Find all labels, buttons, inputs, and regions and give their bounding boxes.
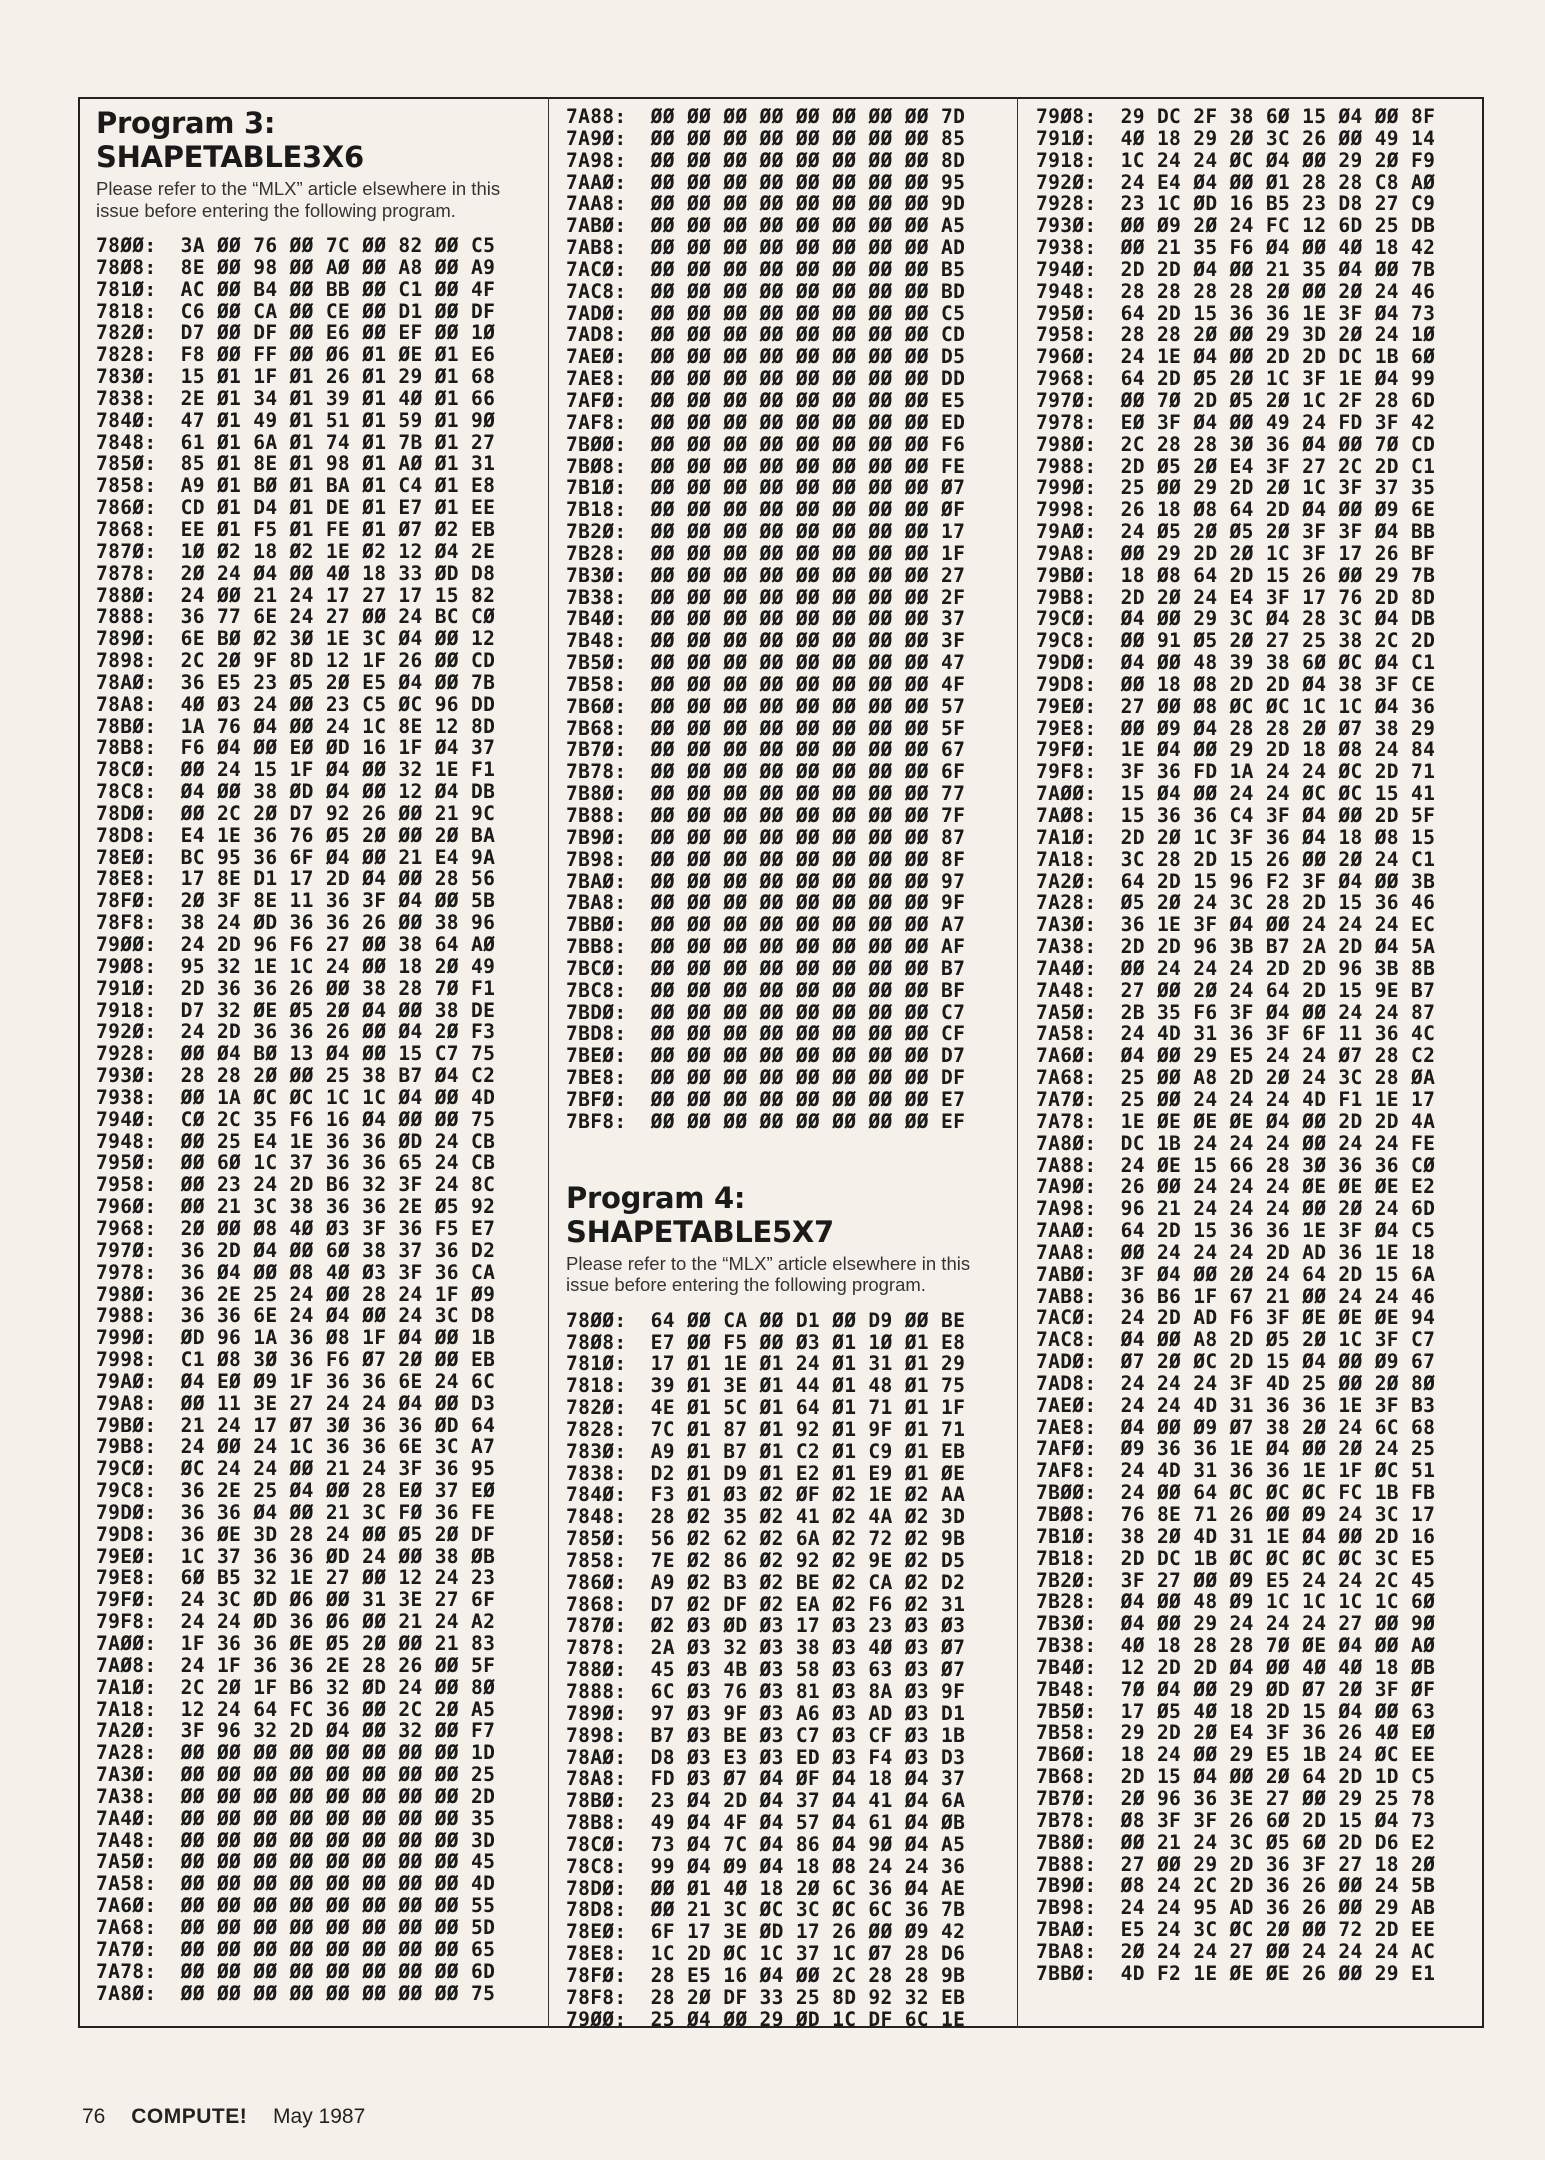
listing-row: 7978: 36 Ø4 ØØ Ø8 4Ø Ø3 3F 36 CA [96,1260,496,1284]
listing-row: 78EØ: BC 95 36 6F Ø4 ØØ 21 E4 9A [96,845,496,869]
listing-row: 79D8: 36 ØE 3D 28 24 ØØ Ø5 2Ø DF [96,1522,496,1546]
listing-row: 7B6Ø: ØØ ØØ ØØ ØØ ØØ ØØ ØØ ØØ 57 [566,694,966,718]
listing-row: 7818: 39 Ø1 3E Ø1 44 Ø1 48 Ø1 75 [566,1374,966,1398]
listing-row: 789Ø: 97 Ø3 9F Ø3 A6 Ø3 AD Ø3 D1 [566,1701,966,1725]
listing-row: 799Ø: 25 ØØ 29 2D 2Ø 1C 3F 37 35 [1036,476,1436,500]
listing-row: 79C8: ØØ 91 Ø5 2Ø 27 25 38 2C 2D [1036,629,1436,653]
listing-row: 78C8: Ø4 ØØ 38 ØD Ø4 ØØ 12 Ø4 DB [96,780,496,804]
listing-row: 781Ø: AC ØØ B4 ØØ BB ØØ C1 ØØ 4F [96,277,496,301]
listing-row: 796Ø: 24 1E Ø4 ØØ 2D 2D DC 1B 6Ø [1036,345,1436,369]
listing-row: 79EØ: 27 ØØ Ø8 ØC ØC 1C 1C Ø4 36 [1036,694,1436,718]
listing-row: 7978: EØ 3F Ø4 ØØ 49 24 FD 3F 42 [1036,410,1436,434]
listing-row: 78B8: 49 Ø4 4F Ø4 57 Ø4 61 Ø4 ØB [566,1811,966,1835]
listing-row: 7AØØ: 15 Ø4 ØØ 24 24 ØC ØC 15 41 [1036,782,1436,806]
listing-row: 793Ø: 28 28 2Ø ØØ 25 38 B7 Ø4 C2 [96,1064,496,1088]
listing-row: 796Ø: ØØ 21 3C 38 36 36 2E Ø5 92 [96,1195,496,1219]
listing-row: 7A6Ø: Ø4 ØØ 29 E5 24 24 Ø7 28 C2 [1036,1044,1436,1068]
listing-row: 7A9Ø: 26 ØØ 24 24 24 ØE ØE ØE E2 [1036,1175,1436,1199]
listing-row: 7BØ8: 76 8E 71 26 ØØ Ø9 24 3C 17 [1036,1503,1436,1526]
listing-row: 7A18: 12 24 64 FC 36 ØØ 2C 2Ø A5 [96,1697,496,1721]
listing-row: 7ABØ: ØØ ØØ ØØ ØØ ØØ ØØ ØØ ØØ A5 [566,214,966,238]
listing-row: 792Ø: 24 E4 Ø4 ØØ Ø1 28 28 C8 AØ [1036,170,1436,194]
listing-row: 79ØØ: 24 2D 96 F6 27 ØØ 38 64 AØ [96,933,496,956]
listing-row: 7B88: ØØ ØØ ØØ ØØ ØØ ØØ ØØ ØØ 7F [566,804,966,827]
listing-row: 7938: ØØ 21 35 F6 Ø4 ØØ 4Ø 18 42 [1036,236,1436,260]
listing-row: 79FØ: 1E Ø4 ØØ 29 2D 18 Ø8 24 84 [1036,738,1436,762]
listing-row: 7A18: 3C 28 2D 15 26 ØØ 2Ø 24 C1 [1036,847,1436,871]
listing-row: 7A98: ØØ ØØ ØØ ØØ ØØ ØØ ØØ ØØ 8D [566,148,966,172]
listing-row: 788Ø: 45 Ø3 4B Ø3 58 Ø3 63 Ø3 Ø7 [566,1658,966,1682]
listing-row: 7918: D7 32 ØE Ø5 2Ø Ø4 ØØ 38 DE [96,998,496,1022]
listing-row: 7858: 7E Ø2 86 Ø2 92 Ø2 9E Ø2 D5 [566,1548,966,1572]
listing-row: 7A58: 24 4D 31 36 3F 6F 11 36 4C [1036,1022,1436,1046]
listing-row: 7BC8: ØØ ØØ ØØ ØØ ØØ ØØ ØØ ØØ BF [566,978,966,1002]
listing-row: 7ADØ: Ø7 2Ø ØC 2D 15 Ø4 ØØ Ø9 67 [1036,1350,1436,1374]
listing-row: 7B4Ø: ØØ ØØ ØØ ØØ ØØ ØØ ØØ ØØ 37 [566,607,966,631]
listing-row: 7898: 2C 2Ø 9F 8D 12 1F 26 ØØ CD [96,649,496,673]
listing-row: 7AFØ: ØØ ØØ ØØ ØØ ØØ ØØ ØØ ØØ E5 [566,388,966,412]
listing-row: 7968: 64 2D Ø5 2Ø 1C 3F 1E Ø4 99 [1036,367,1436,391]
listing-row: 78F8: 28 2Ø DF 33 25 8D 92 32 EB [566,1985,966,2009]
listing-row: 7B98: 24 24 95 AD 36 26 ØØ 29 AB [1036,1896,1436,1920]
listing-row: 7B48: ØØ ØØ ØØ ØØ ØØ ØØ ØØ ØØ 3F [566,629,966,653]
listing-row: 783Ø: A9 Ø1 B7 Ø1 C2 Ø1 C9 Ø1 EB [566,1439,966,1463]
program-4-title: Program 4: SHAPETABLE5X7 [566,1180,834,1249]
listing-row: 7A9Ø: ØØ ØØ ØØ ØØ ØØ ØØ ØØ ØØ 85 [566,126,966,150]
listing-row: 79F8: 3F 36 FD 1A 24 24 ØC 2D 71 [1036,760,1436,784]
page-footer [82,2105,365,2129]
listing-row: 7A58: ØØ ØØ ØØ ØØ ØØ ØØ ØØ ØØ 4D [96,1872,496,1896]
listing-row: 782Ø: D7 ØØ DF ØØ E6 ØØ EF ØØ 1Ø [96,321,496,345]
listing-row: 7928: ØØ Ø4 BØ 13 Ø4 ØØ 15 C7 75 [96,1042,496,1066]
listing-row: 7BBØ: ØØ ØØ ØØ ØØ ØØ ØØ ØØ ØØ A7 [566,913,966,937]
listing-row: 7AD8: ØØ ØØ ØØ ØØ ØØ ØØ ØØ ØØ CD [566,323,966,347]
listing-row: 7848: 61 Ø1 6A Ø1 74 Ø1 7B Ø1 27 [96,430,496,454]
listing-row: 79Ø8: 95 32 1E 1C 24 ØØ 18 2Ø 49 [96,954,496,978]
program-4-description: Please refer to the “MLX” article elsewhere in this issue before entering the following program. [566,1252,971,1296]
listing-row: 7AB8: ØØ ØØ ØØ ØØ ØØ ØØ ØØ ØØ AD [566,236,966,260]
listing-row: 7B58: ØØ ØØ ØØ ØØ ØØ ØØ ØØ ØØ 4F [566,672,966,696]
listing-row: 7888: 36 77 6E 24 27 ØØ 24 BC CØ [96,605,496,629]
listing-row: 7B18: 2D DC 1B ØC ØC ØC ØC 3C E5 [1036,1546,1436,1570]
listing-row: 794Ø: CØ 2C 35 F6 16 Ø4 ØØ ØØ 75 [96,1107,496,1131]
listing-row: 793Ø: ØØ Ø9 2Ø 24 FC 12 6D 25 DB [1036,214,1436,238]
listing-row: 7B1Ø: 38 2Ø 4D 31 1E Ø4 ØØ 2D 16 [1036,1524,1436,1548]
listing-row: 7B88: 27 ØØ 29 2D 36 3F 27 18 2Ø [1036,1852,1436,1876]
listing-row: 7B38: 4Ø 18 28 28 7Ø ØE Ø4 ØØ AØ [1036,1634,1436,1658]
listing-row: 7ABØ: 3F Ø4 ØØ 2Ø 24 64 2D 15 6A [1036,1262,1436,1286]
listing-row: 7BA8: ØØ ØØ ØØ ØØ ØØ ØØ ØØ ØØ 9F [566,891,966,915]
listing-row: 7A2Ø: 3F 96 32 2D Ø4 ØØ 32 ØØ F7 [96,1719,496,1743]
listing-row: 7BFØ: ØØ ØØ ØØ ØØ ØØ ØØ ØØ ØØ E7 [566,1087,966,1111]
listing-row: 7A78: 1E ØE ØE ØE Ø4 ØØ 2D 2D 4A [1036,1109,1436,1133]
listing-row: 7A4Ø: ØØ ØØ ØØ ØØ ØØ ØØ ØØ ØØ 35 [96,1806,496,1830]
listing-row: 7868: EE Ø1 F5 Ø1 FE Ø1 Ø7 Ø2 EB [96,517,496,541]
listing-row: 797Ø: 36 2D Ø4 ØØ 6Ø 38 37 36 D2 [96,1238,496,1262]
listing-row: 7AA8: ØØ 24 24 24 2D AD 36 1E 18 [1036,1240,1436,1264]
listing-row: 7A68: 25 ØØ A8 2D 2Ø 24 3C 28 ØA [1036,1066,1436,1090]
column-2 [566,106,996,2031]
listing-row: 79Ø8: 29 DC 2F 38 6Ø 15 Ø4 ØØ 8F [1036,105,1436,128]
listing-row: 7BØ8: ØØ ØØ ØØ ØØ ØØ ØØ ØØ ØØ FE [566,454,966,478]
listing-row: 7B7Ø: 2Ø 96 36 3E 27 ØØ 29 25 78 [1036,1786,1436,1810]
listing-row: 799Ø: ØD 96 1A 36 Ø8 1F Ø4 ØØ 1B [96,1326,496,1350]
listing-row: 7A1Ø: 2D 2Ø 1C 3F 36 Ø4 18 Ø8 15 [1036,825,1436,849]
listing-row: 7B5Ø: 17 Ø5 4Ø 18 2D 15 Ø4 ØØ 63 [1036,1699,1436,1723]
listing-row: 7B98: ØØ ØØ ØØ ØØ ØØ ØØ ØØ ØØ 8F [566,847,966,871]
listing-row: 7928: 23 1C ØD 16 B5 23 D8 27 C9 [1036,192,1436,216]
listing-row: 7838: 2E Ø1 34 Ø1 39 Ø1 4Ø Ø1 66 [96,386,496,410]
listing-row: 7BF8: ØØ ØØ ØØ ØØ ØØ ØØ ØØ ØØ EF [566,1109,966,1133]
listing-row: 78FØ: 2Ø 3F 8E 11 36 3F Ø4 ØØ 5B [96,889,496,913]
issue-date: May 1987 [273,2105,366,2128]
program-4-listing-part-2 [1036,106,1466,1985]
listing-row: 78EØ: 6F 17 3E ØD 17 26 ØØ Ø9 42 [566,1920,966,1944]
listing-row: 7958: ØØ 23 24 2D B6 32 3F 24 8C [96,1173,496,1197]
listing-row: 7B7Ø: ØØ ØØ ØØ ØØ ØØ ØØ ØØ ØØ 67 [566,738,966,762]
program-3-listing-part-1 [96,235,526,2004]
listing-row: 783Ø: 15 Ø1 1F Ø1 26 Ø1 29 Ø1 68 [96,365,496,389]
listing-row: 78B8: F6 Ø4 ØØ EØ ØD 16 1F Ø4 37 [96,736,496,760]
listing-row: 7AC8: ØØ ØØ ØØ ØØ ØØ ØØ ØØ ØØ BD [566,279,966,303]
listing-row: 7B78: Ø8 3F 3F 26 6Ø 2D 15 Ø4 73 [1036,1808,1436,1832]
listing-row: 7848: 28 Ø2 35 Ø2 41 Ø2 4A Ø2 3D [566,1505,966,1529]
listing-row: 785Ø: 85 Ø1 8E Ø1 98 Ø1 AØ Ø1 31 [96,452,496,476]
listing-row: 7BØØ: 24 ØØ 64 ØC ØC ØC FC 1B FB [1036,1481,1436,1505]
listing-row: 7A8Ø: DC 1B 24 24 24 ØØ 24 24 FE [1036,1131,1436,1155]
listing-row: 78E8: 17 8E D1 17 2D Ø4 ØØ 28 56 [96,867,496,891]
program-3-listing-part-2 [566,106,996,1133]
listing-row: 7A3Ø: 36 1E 3F Ø4 ØØ 24 24 24 EC [1036,913,1436,937]
listing-row: 79AØ: 24 Ø5 2Ø Ø5 2Ø 3F 3F Ø4 BB [1036,520,1436,544]
listing-row: 7BB8: ØØ ØØ ØØ ØØ ØØ ØØ ØØ ØØ AF [566,935,966,959]
listing-row: 788Ø: 24 ØØ 21 24 17 27 17 15 82 [96,583,496,607]
listing-row: 7B18: ØØ ØØ ØØ ØØ ØØ ØØ ØØ ØØ ØF [566,498,966,522]
listing-row: 789Ø: 6E BØ Ø2 3Ø 1E 3C Ø4 ØØ 12 [96,627,496,651]
listing-row: 7A48: ØØ ØØ ØØ ØØ ØØ ØØ ØØ ØØ 3D [96,1828,496,1852]
listing-row: 7A38: ØØ ØØ ØØ ØØ ØØ ØØ ØØ ØØ 2D [96,1784,496,1808]
listing-row: 7B68: ØØ ØØ ØØ ØØ ØØ ØØ ØØ ØØ 5F [566,716,966,740]
listing-row: 7B58: 29 2D 2Ø E4 3F 36 26 4Ø EØ [1036,1721,1436,1745]
listing-row: 7BA8: 2Ø 24 24 27 ØØ 24 24 24 AC [1036,1939,1436,1963]
listing-row: 78ØØ: 64 ØØ CA ØØ D1 ØØ D9 ØØ BE [566,1308,966,1332]
listing-row: 79A8: ØØ 29 2D 2Ø 1C 3F 17 26 BF [1036,541,1436,565]
listing-row: 7B3Ø: ØØ ØØ ØØ ØØ ØØ ØØ ØØ ØØ 27 [566,563,966,587]
listing-row: 79DØ: Ø4 ØØ 48 39 38 6Ø ØC Ø4 C1 [1036,651,1436,675]
listing-row: 79DØ: 36 36 Ø4 ØØ 21 3C FØ 36 FE [96,1500,496,1524]
listing-row: 795Ø: 64 2D 15 36 36 1E 3F Ø4 73 [1036,301,1436,325]
section-gap [566,1133,996,1181]
listing-row: 7A7Ø: ØØ ØØ ØØ ØØ ØØ ØØ ØØ ØØ 65 [96,1937,496,1961]
program-3-title: Program 3: SHAPETABLE3X6 [96,106,364,174]
listing-row: 7A6Ø: ØØ ØØ ØØ ØØ ØØ ØØ ØØ ØØ 55 [96,1894,496,1918]
listing-row: 79CØ: Ø4 ØØ 29 3C Ø4 28 3C Ø4 DB [1036,607,1436,631]
listing-row: 7888: 6C Ø3 76 Ø3 81 Ø3 8A Ø3 9F [566,1680,966,1703]
column-divider [548,97,549,2028]
listing-row: 78CØ: ØØ 24 15 1F Ø4 ØØ 32 1E F1 [96,758,496,782]
listing-row: 7A78: ØØ ØØ ØØ ØØ ØØ ØØ ØØ ØØ 6D [96,1959,496,1983]
listing-row: 7AA8: ØØ ØØ ØØ ØØ ØØ ØØ ØØ ØØ 9D [566,192,966,216]
listing-row: 78AØ: 36 E5 23 Ø5 2Ø E5 Ø4 ØØ 7B [96,670,496,694]
listing-row: 7BBØ: 4D F2 1E ØE ØE 26 ØØ 29 E1 [1036,1961,1436,1985]
listing-row: 781Ø: 17 Ø1 1E Ø1 24 Ø1 31 Ø1 29 [566,1352,966,1376]
column-divider [1017,97,1018,2028]
listing-row: 7988: 2D Ø5 2Ø E4 3F 27 2C 2D C1 [1036,454,1436,478]
listing-row: 7B6Ø: 18 24 ØØ 29 E5 1B 24 ØC EE [1036,1743,1436,1767]
listing-row: 79B8: 24 ØØ 24 1C 36 36 6E 3C A7 [96,1435,496,1459]
listing-row: 7998: 26 18 Ø8 64 2D Ø4 ØØ Ø9 6E [1036,498,1436,522]
listing-row: 7A5Ø: 2B 35 F6 3F Ø4 ØØ 24 24 87 [1036,1000,1436,1024]
listing-row: 79C8: 36 2E 25 Ø4 ØØ 28 EØ 37 EØ [96,1479,496,1503]
listing-row: 7858: A9 Ø1 BØ Ø1 BA Ø1 C4 Ø1 E8 [96,474,496,498]
listing-row: 7A8Ø: ØØ ØØ ØØ ØØ ØØ ØØ ØØ ØØ 75 [96,1981,496,2005]
listing-row: 78F8: 38 24 ØD 36 36 26 ØØ 38 96 [96,911,496,935]
listing-row: 78A8: FD Ø3 Ø7 Ø4 ØF Ø4 18 Ø4 37 [566,1767,966,1791]
listing-row: 78CØ: 73 Ø4 7C Ø4 86 Ø4 9Ø Ø4 A5 [566,1832,966,1856]
listing-row: 78BØ: 1A 76 Ø4 ØØ 24 1C 8E 12 8D [96,714,496,738]
listing-row: 784Ø: 47 Ø1 49 Ø1 51 Ø1 59 Ø1 9Ø [96,408,496,432]
listing-row: 7A7Ø: 25 ØØ 24 24 24 4D F1 1E 17 [1036,1087,1436,1111]
listing-row: 7AFØ: Ø9 36 36 1E Ø4 ØØ 2Ø 24 25 [1036,1437,1436,1461]
listing-row: 7A4Ø: ØØ 24 24 24 2D 2D 96 3B 8B [1036,956,1436,980]
listing-row: 7B4Ø: 12 2D 2D Ø4 ØØ 4Ø 4Ø 18 ØB [1036,1655,1436,1679]
listing-row: 79ØØ: 25 Ø4 ØØ 29 ØD 1C DF 6C 1E [566,2007,966,2031]
listing-row: 79E8: 6Ø B5 32 1E 27 ØØ 12 24 23 [96,1566,496,1590]
listing-row: 78E8: 1C 2D ØC 1C 37 1C Ø7 28 D6 [566,1942,966,1966]
listing-row: 79E8: ØØ Ø9 Ø4 28 28 2Ø Ø7 38 29 [1036,716,1436,740]
program-3-description: Please refer to the “MLX” article elsewhere in this issue before entering the following program. [96,178,501,221]
listing-row: 7A28: ØØ ØØ ØØ ØØ ØØ ØØ ØØ ØØ 1D [96,1741,496,1765]
listing-row: 7B68: 2D 15 Ø4 ØØ 2Ø 64 2D 1D C5 [1036,1765,1436,1789]
magazine-name: COMPUTE! [131,2105,248,2128]
listing-row: 78Ø8: 8E ØØ 98 ØØ AØ ØØ A8 ØØ A9 [96,255,496,279]
listing-row: 784Ø: F3 Ø1 Ø3 Ø2 ØF Ø2 1E Ø2 AA [566,1483,966,1507]
listing-row: 794Ø: 2D 2D Ø4 ØØ 21 35 Ø4 ØØ 7B [1036,257,1436,281]
listing-row: 78ØØ: 3A ØØ 76 ØØ 7C ØØ 82 ØØ C5 [96,234,496,257]
listing-row: 7AAØ: ØØ ØØ ØØ ØØ ØØ ØØ ØØ ØØ 95 [566,170,966,194]
listing-row: 7B28: ØØ ØØ ØØ ØØ ØØ ØØ ØØ ØØ 1F [566,541,966,565]
listing-row: 7AØ8: 15 36 36 C4 3F Ø4 ØØ 2D 5F [1036,804,1436,827]
listing-row: 7BEØ: ØØ ØØ ØØ ØØ ØØ ØØ ØØ ØØ D7 [566,1044,966,1068]
listing-row: 7A88: 24 ØE 15 66 28 3Ø 36 36 CØ [1036,1153,1436,1177]
listing-row: 7B38: ØØ ØØ ØØ ØØ ØØ ØØ ØØ ØØ 2F [566,585,966,609]
listing-row: 78BØ: 23 Ø4 2D Ø4 37 Ø4 41 Ø4 6A [566,1789,966,1813]
listing-row: 7AB8: 36 B6 1F 67 21 ØØ 24 24 46 [1036,1284,1436,1308]
listing-row: 7B28: Ø4 ØØ 48 Ø9 1C 1C 1C 1C 6Ø [1036,1590,1436,1614]
listing-row: 7AAØ: 64 2D 15 36 36 1E 3F Ø4 C5 [1036,1219,1436,1243]
listing-row: 7A98: 96 21 24 24 24 ØØ 2Ø 24 6D [1036,1197,1436,1221]
listing-row: 79BØ: 18 Ø8 64 2D 15 26 ØØ 29 7B [1036,563,1436,587]
listing-row: 7AE8: Ø4 ØØ Ø9 Ø7 38 2Ø 24 6C 68 [1036,1415,1436,1439]
listing-row: 786Ø: CD Ø1 D4 Ø1 DE Ø1 E7 Ø1 EE [96,496,496,520]
listing-row: 7B8Ø: ØØ 21 24 3C Ø5 6Ø 2D D6 E2 [1036,1830,1436,1854]
listing-row: 7BØØ: ØØ ØØ ØØ ØØ ØØ ØØ ØØ ØØ F6 [566,432,966,456]
listing-row: 7878: 2A Ø3 32 Ø3 38 Ø3 4Ø Ø3 Ø7 [566,1636,966,1660]
listing-row: 7818: C6 ØØ CA ØØ CE ØØ D1 ØØ DF [96,299,496,323]
listing-row: 797Ø: ØØ 7Ø 2D Ø5 2Ø 1C 2F 28 6D [1036,388,1436,412]
listing-row: 79BØ: 21 24 17 Ø7 3Ø 36 36 ØD 64 [96,1413,496,1437]
listing-row: 7ACØ: ØØ ØØ ØØ ØØ ØØ ØØ ØØ ØØ B5 [566,257,966,281]
listing-row: 7ACØ: 24 2D AD F6 3F ØE ØE ØE 94 [1036,1306,1436,1330]
listing-row: 795Ø: ØØ 6Ø 1C 37 36 36 65 24 CB [96,1151,496,1175]
listing-row: 7ADØ: ØØ ØØ ØØ ØØ ØØ ØØ ØØ ØØ C5 [566,301,966,325]
listing-row: 798Ø: 36 2E 25 24 ØØ 28 24 1F Ø9 [96,1282,496,1306]
listing-row: 7AE8: ØØ ØØ ØØ ØØ ØØ ØØ ØØ ØØ DD [566,367,966,391]
listing-row: 792Ø: 24 2D 36 36 26 ØØ Ø4 2Ø F3 [96,1020,496,1044]
listing-row: 785Ø: 56 Ø2 62 Ø2 6A Ø2 72 Ø2 9B [566,1527,966,1551]
column-3 [1036,106,1466,1985]
listing-row: 7968: 2Ø ØØ Ø8 4Ø Ø3 3F 36 F5 E7 [96,1216,496,1240]
listing-row: 787Ø: Ø2 Ø3 ØD Ø3 17 Ø3 23 Ø3 Ø3 [566,1614,966,1638]
listing-row: 7958: 28 28 2Ø ØØ 29 3D 2Ø 24 1Ø [1036,323,1436,347]
listing-row: 7AØ8: 24 1F 36 36 2E 28 26 ØØ 5F [96,1653,496,1677]
listing-row: 78D8: ØØ 21 3C ØC 3C ØC 6C 36 7B [566,1898,966,1922]
listing-row: 79AØ: Ø4 EØ Ø9 1F 36 36 6E 24 6C [96,1369,496,1393]
listing-row: 79F8: 24 24 ØD 36 Ø6 ØØ 21 24 A2 [96,1610,496,1634]
listing-row: 79B8: 2D 2Ø 24 E4 3F 17 76 2D 8D [1036,585,1436,609]
listing-row: 7B1Ø: ØØ ØØ ØØ ØØ ØØ ØØ ØØ ØØ Ø7 [566,476,966,500]
listing-row: 7A38: 2D 2D 96 3B B7 2A 2D Ø4 5A [1036,935,1436,959]
listing-row: 798Ø: 2C 28 28 3Ø 36 Ø4 ØØ 7Ø CD [1036,432,1436,456]
listing-row: 7828: 7C Ø1 87 Ø1 92 Ø1 9F Ø1 71 [566,1417,966,1441]
listing-row: 7AC8: Ø4 ØØ A8 2D Ø5 2Ø 1C 3F C7 [1036,1328,1436,1352]
listing-row: 78FØ: 28 E5 16 Ø4 ØØ 2C 28 28 9B [566,1963,966,1987]
listing-row: 7868: D7 Ø2 DF Ø2 EA Ø2 F6 Ø2 31 [566,1592,966,1616]
listing-row: 7A88: ØØ ØØ ØØ ØØ ØØ ØØ ØØ ØØ 7D [566,105,966,128]
listing-row: 78C8: 99 Ø4 Ø9 Ø4 18 Ø8 24 24 36 [566,1854,966,1878]
listing-row: 7A2Ø: 64 2D 15 96 F2 3F Ø4 ØØ 3B [1036,869,1436,893]
listing-row: 7AF8: 24 4D 31 36 36 1E 1F ØC 51 [1036,1459,1436,1483]
listing-row: 7AØØ: 1F 36 36 ØE Ø5 2Ø ØØ 21 83 [96,1632,496,1655]
listing-row: 7918: 1C 24 24 ØC Ø4 ØØ 29 2Ø F9 [1036,148,1436,172]
listing-row: 7948: ØØ 25 E4 1E 36 36 ØD 24 CB [96,1129,496,1153]
listing-row: 78Ø8: E7 ØØ F5 ØØ Ø3 Ø1 1Ø Ø1 E8 [566,1330,966,1354]
listing-row: 7998: C1 Ø8 3Ø 36 F6 Ø7 2Ø ØØ EB [96,1348,496,1372]
listing-row: 79CØ: ØC 24 24 ØØ 21 24 3F 36 95 [96,1457,496,1481]
listing-row: 78DØ: ØØ Ø1 4Ø 18 2Ø 6C 36 Ø4 AE [566,1876,966,1900]
column-1 [96,106,526,2004]
listing-row: 7838: D2 Ø1 D9 Ø1 E2 Ø1 E9 Ø1 ØE [566,1461,966,1485]
listing-row: 7BD8: ØØ ØØ ØØ ØØ ØØ ØØ ØØ ØØ CF [566,1022,966,1046]
listing-row: 7B3Ø: Ø4 ØØ 29 24 24 24 27 ØØ 9Ø [1036,1612,1436,1636]
listing-row: 78DØ: ØØ 2C 2Ø D7 92 26 ØØ 21 9C [96,801,496,825]
listing-row: 7B9Ø: ØØ ØØ ØØ ØØ ØØ ØØ ØØ ØØ 87 [566,825,966,849]
listing-row: 7B2Ø: 3F 27 ØØ Ø9 E5 24 24 2C 45 [1036,1568,1436,1592]
listing-row: 79D8: ØØ 18 Ø8 2D 2D Ø4 38 3F CE [1036,672,1436,696]
listing-row: 791Ø: 2D 36 36 26 ØØ 38 28 7Ø F1 [96,976,496,1000]
listing-row: 7B9Ø: Ø8 24 2C 2D 36 26 ØØ 24 5B [1036,1874,1436,1898]
listing-row: 7AD8: 24 24 24 3F 4D 25 ØØ 2Ø 8Ø [1036,1371,1436,1395]
listing-row: 7B5Ø: ØØ ØØ ØØ ØØ ØØ ØØ ØØ ØØ 47 [566,651,966,675]
listing-row: 7A1Ø: 2C 2Ø 1F B6 32 ØD 24 ØØ 8Ø [96,1675,496,1699]
listing-row: 79A8: ØØ 11 3E 27 24 24 Ø4 ØØ D3 [96,1391,496,1415]
listing-row: 7A3Ø: ØØ ØØ ØØ ØØ ØØ ØØ ØØ ØØ 25 [96,1763,496,1787]
listing-row: 7AEØ: 24 24 4D 31 36 36 1E 3F B3 [1036,1393,1436,1417]
listing-row: 791Ø: 4Ø 18 29 2Ø 3C 26 ØØ 49 14 [1036,126,1436,150]
listing-row: 7BE8: ØØ ØØ ØØ ØØ ØØ ØØ ØØ ØØ DF [566,1066,966,1090]
listing-row: 7B8Ø: ØØ ØØ ØØ ØØ ØØ ØØ ØØ ØØ 77 [566,782,966,806]
listing-row: 7B78: ØØ ØØ ØØ ØØ ØØ ØØ ØØ ØØ 6F [566,760,966,784]
listing-row: 7828: F8 ØØ FF ØØ Ø6 Ø1 ØE Ø1 E6 [96,343,496,367]
listing-row: 7988: 36 36 6E 24 Ø4 ØØ 24 3C D8 [96,1304,496,1328]
listing-row: 7948: 28 28 28 28 2Ø ØØ 2Ø 24 46 [1036,279,1436,303]
listing-row: 78D8: E4 1E 36 76 Ø5 2Ø ØØ 2Ø BA [96,823,496,847]
listing-row: 7BAØ: ØØ ØØ ØØ ØØ ØØ ØØ ØØ ØØ 97 [566,869,966,893]
listing-row: 7AF8: ØØ ØØ ØØ ØØ ØØ ØØ ØØ ØØ ED [566,410,966,434]
listing-row: 79FØ: 24 3C ØD Ø6 ØØ 31 3E 27 6F [96,1588,496,1612]
listing-row: 78AØ: D8 Ø3 E3 Ø3 ED Ø3 F4 Ø3 D3 [566,1745,966,1769]
listing-row: 78A8: 4Ø Ø3 24 ØØ 23 C5 ØC 96 DD [96,692,496,716]
listing-row: 7A48: 27 ØØ 2Ø 24 64 2D 15 9E B7 [1036,978,1436,1002]
listing-row: 787Ø: 1Ø Ø2 18 Ø2 1E Ø2 12 Ø4 2E [96,539,496,563]
listing-row: 7BDØ: ØØ ØØ ØØ ØØ ØØ ØØ ØØ ØØ C7 [566,1000,966,1024]
listing-row: 7938: ØØ 1A ØC ØC 1C 1C Ø4 ØØ 4D [96,1085,496,1109]
listing-row: 7A5Ø: ØØ ØØ ØØ ØØ ØØ ØØ ØØ ØØ 45 [96,1850,496,1874]
listing-row: 7A68: ØØ ØØ ØØ ØØ ØØ ØØ ØØ ØØ 5D [96,1915,496,1939]
listing-row: 7898: B7 Ø3 BE Ø3 C7 Ø3 CF Ø3 1B [566,1723,966,1747]
listing-row: 786Ø: A9 Ø2 B3 Ø2 BE Ø2 CA Ø2 D2 [566,1570,966,1594]
listing-row: 7BCØ: ØØ ØØ ØØ ØØ ØØ ØØ ØØ ØØ B7 [566,956,966,980]
listing-row: 7B48: 7Ø Ø4 ØØ 29 ØD Ø7 2Ø 3F ØF [1036,1677,1436,1701]
listing-row: 782Ø: 4E Ø1 5C Ø1 64 Ø1 71 Ø1 1F [566,1396,966,1420]
page-number: 76 [82,2105,106,2128]
listing-row: 7BAØ: E5 24 3C ØC 2Ø ØØ 72 2D EE [1036,1918,1436,1942]
listing-row: 7A28: Ø5 2Ø 24 3C 28 2D 15 36 46 [1036,891,1436,915]
listing-row: 79EØ: 1C 37 36 36 ØD 24 ØØ 38 ØB [96,1544,496,1568]
program-4-listing-part-1 [566,1310,996,2031]
listing-row: 7B2Ø: ØØ ØØ ØØ ØØ ØØ ØØ ØØ ØØ 17 [566,520,966,544]
listing-row: 7878: 2Ø 24 Ø4 ØØ 4Ø 18 33 ØD D8 [96,561,496,585]
listing-row: 7AEØ: ØØ ØØ ØØ ØØ ØØ ØØ ØØ ØØ D5 [566,345,966,369]
